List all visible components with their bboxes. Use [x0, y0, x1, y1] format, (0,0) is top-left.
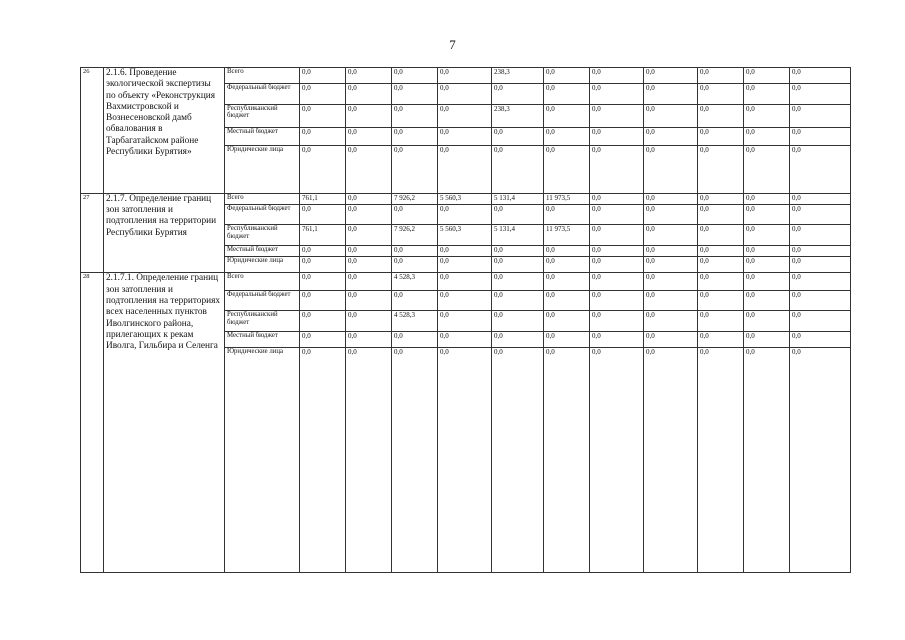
- value-cell: 0,0: [790, 257, 851, 273]
- value-cell: 0,0: [698, 331, 744, 347]
- value-cell: 0,0: [790, 290, 851, 310]
- value-cell: 0,0: [644, 193, 698, 204]
- value-cell: 0,0: [544, 128, 590, 145]
- funding-source: Республиканский бюджет: [225, 311, 300, 331]
- budget-table: [80, 67, 851, 573]
- value-cell: 0,0: [590, 273, 644, 290]
- value-cell: 0,0: [300, 204, 346, 224]
- value-cell: 0,0: [644, 204, 698, 224]
- value-cell: 0,0: [644, 128, 698, 145]
- value-cell: 0,0: [698, 84, 744, 104]
- value-cell: 0,0: [300, 104, 346, 128]
- value-cell: 4 528,3: [392, 273, 438, 290]
- value-cell: 0,0: [790, 225, 851, 245]
- value-cell: 0,0: [744, 347, 790, 572]
- value-cell: 0,0: [744, 257, 790, 273]
- value-cell: 0,0: [744, 68, 790, 84]
- value-cell: 0,0: [590, 311, 644, 331]
- funding-source: Всего: [225, 68, 300, 84]
- value-cell: 11 973,5: [544, 193, 590, 204]
- value-cell: 238,3: [492, 104, 544, 128]
- value-cell: 0,0: [300, 245, 346, 256]
- value-cell: 0,0: [438, 245, 492, 256]
- value-cell: 0,0: [544, 347, 590, 572]
- table-row: [81, 193, 851, 204]
- value-cell: 0,0: [438, 273, 492, 290]
- value-cell: 0,0: [790, 104, 851, 128]
- value-cell: 0,0: [790, 273, 851, 290]
- value-cell: 0,0: [392, 245, 438, 256]
- value-cell: 5 560,3: [438, 225, 492, 245]
- value-cell: 0,0: [590, 193, 644, 204]
- value-cell: 0,0: [698, 347, 744, 572]
- funding-source: Юридические лица: [225, 145, 300, 193]
- value-cell: 0,0: [744, 331, 790, 347]
- value-cell: 0,0: [544, 84, 590, 104]
- value-cell: 5 131,4: [492, 225, 544, 245]
- value-cell: 0,0: [744, 128, 790, 145]
- value-cell: 0,0: [790, 204, 851, 224]
- value-cell: 5 560,3: [438, 193, 492, 204]
- value-cell: 0,0: [392, 204, 438, 224]
- value-cell: 0,0: [346, 193, 392, 204]
- value-cell: 0,0: [544, 311, 590, 331]
- value-cell: 0,0: [590, 347, 644, 572]
- value-cell: 761,1: [300, 225, 346, 245]
- value-cell: 11 973,5: [544, 225, 590, 245]
- funding-source: Федеральный бюджет: [225, 290, 300, 310]
- value-cell: 0,0: [644, 273, 698, 290]
- value-cell: 0,0: [744, 145, 790, 193]
- value-cell: 0,0: [644, 84, 698, 104]
- funding-source: Местный бюджет: [225, 245, 300, 256]
- value-cell: 0,0: [392, 331, 438, 347]
- value-cell: 0,0: [744, 104, 790, 128]
- value-cell: 0,0: [590, 225, 644, 245]
- value-cell: 0,0: [544, 104, 590, 128]
- value-cell: 0,0: [698, 104, 744, 128]
- value-cell: 0,0: [698, 245, 744, 256]
- value-cell: 0,0: [300, 257, 346, 273]
- value-cell: 0,0: [744, 245, 790, 256]
- value-cell: 0,0: [300, 290, 346, 310]
- value-cell: 0,0: [590, 145, 644, 193]
- row-number: 27: [81, 193, 104, 273]
- value-cell: 0,0: [438, 347, 492, 572]
- value-cell: 0,0: [544, 273, 590, 290]
- value-cell: 0,0: [790, 331, 851, 347]
- value-cell: 0,0: [492, 257, 544, 273]
- value-cell: 0,0: [300, 128, 346, 145]
- funding-source: Юридические лица: [225, 347, 300, 572]
- value-cell: 0,0: [790, 193, 851, 204]
- value-cell: 0,0: [698, 145, 744, 193]
- value-cell: 0,0: [544, 145, 590, 193]
- value-cell: 0,0: [590, 257, 644, 273]
- value-cell: 0,0: [790, 84, 851, 104]
- value-cell: 0,0: [492, 245, 544, 256]
- funding-source: Республиканский бюджет: [225, 104, 300, 128]
- value-cell: 0,0: [644, 257, 698, 273]
- value-cell: 7 926,2: [392, 193, 438, 204]
- value-cell: 0,0: [698, 204, 744, 224]
- value-cell: 0,0: [438, 68, 492, 84]
- value-cell: 0,0: [346, 225, 392, 245]
- value-cell: 0,0: [744, 193, 790, 204]
- value-cell: 0,0: [438, 84, 492, 104]
- measure-name: 2.1.7. Определение границ зон затопления и подтопления на территории Республики Бурятия: [104, 193, 225, 273]
- measure-name: 2.1.7.1. Определение границ зон затопления и подтопления на территориях всех населенных пунктов Иволгинского района, прилегающих к рекам Иволга, Гильбира и Селенга: [104, 273, 225, 573]
- funding-source: Местный бюджет: [225, 331, 300, 347]
- value-cell: 0,0: [744, 290, 790, 310]
- value-cell: 0,0: [492, 290, 544, 310]
- value-cell: 0,0: [438, 128, 492, 145]
- value-cell: 0,0: [698, 257, 744, 273]
- value-cell: 0,0: [590, 84, 644, 104]
- value-cell: 0,0: [392, 347, 438, 572]
- value-cell: 0,0: [438, 331, 492, 347]
- value-cell: 0,0: [346, 68, 392, 84]
- value-cell: 0,0: [590, 68, 644, 84]
- funding-source: Всего: [225, 273, 300, 290]
- value-cell: 0,0: [790, 68, 851, 84]
- value-cell: 0,0: [644, 347, 698, 572]
- value-cell: 0,0: [644, 145, 698, 193]
- value-cell: 0,0: [698, 225, 744, 245]
- funding-source: Федеральный бюджет: [225, 84, 300, 104]
- value-cell: 0,0: [346, 145, 392, 193]
- value-cell: 0,0: [590, 128, 644, 145]
- funding-source: Республиканский бюджет: [225, 225, 300, 245]
- value-cell: 0,0: [544, 245, 590, 256]
- value-cell: 0,0: [300, 84, 346, 104]
- value-cell: 0,0: [346, 273, 392, 290]
- value-cell: 0,0: [492, 347, 544, 572]
- funding-source: Юридические лица: [225, 257, 300, 273]
- value-cell: 0,0: [392, 104, 438, 128]
- page-number: 7: [449, 37, 456, 52]
- value-cell: 0,0: [790, 245, 851, 256]
- value-cell: 0,0: [392, 68, 438, 84]
- value-cell: 0,0: [590, 204, 644, 224]
- value-cell: 0,0: [300, 145, 346, 193]
- table-row: [81, 68, 851, 84]
- value-cell: 0,0: [438, 290, 492, 310]
- funding-source: Федеральный бюджет: [225, 204, 300, 224]
- value-cell: 0,0: [346, 128, 392, 145]
- value-cell: 0,0: [438, 104, 492, 128]
- value-cell: 0,0: [346, 204, 392, 224]
- value-cell: 0,0: [492, 128, 544, 145]
- value-cell: 0,0: [392, 290, 438, 310]
- value-cell: 0,0: [492, 273, 544, 290]
- value-cell: 0,0: [744, 84, 790, 104]
- value-cell: 0,0: [644, 68, 698, 84]
- value-cell: 0,0: [492, 331, 544, 347]
- value-cell: 0,0: [346, 347, 392, 572]
- value-cell: 0,0: [392, 257, 438, 273]
- value-cell: 0,0: [346, 257, 392, 273]
- value-cell: 0,0: [392, 84, 438, 104]
- value-cell: 0,0: [790, 311, 851, 331]
- value-cell: 0,0: [698, 273, 744, 290]
- value-cell: 0,0: [492, 204, 544, 224]
- value-cell: 0,0: [644, 104, 698, 128]
- value-cell: 0,0: [300, 347, 346, 572]
- value-cell: 0,0: [438, 311, 492, 331]
- value-cell: 0,0: [544, 204, 590, 224]
- value-cell: 5 131,4: [492, 193, 544, 204]
- value-cell: 0,0: [438, 257, 492, 273]
- value-cell: 0,0: [346, 290, 392, 310]
- value-cell: 0,0: [438, 145, 492, 193]
- value-cell: 4 528,3: [392, 311, 438, 331]
- value-cell: 0,0: [698, 193, 744, 204]
- value-cell: 761,1: [300, 193, 346, 204]
- value-cell: 0,0: [744, 273, 790, 290]
- value-cell: 0,0: [346, 331, 392, 347]
- value-cell: 0,0: [544, 68, 590, 84]
- value-cell: 0,0: [590, 104, 644, 128]
- value-cell: 0,0: [300, 311, 346, 331]
- value-cell: 0,0: [698, 311, 744, 331]
- table-row: [81, 273, 851, 290]
- value-cell: 0,0: [644, 245, 698, 256]
- value-cell: 0,0: [392, 128, 438, 145]
- value-cell: 0,0: [346, 84, 392, 104]
- value-cell: 0,0: [590, 290, 644, 310]
- value-cell: 0,0: [300, 273, 346, 290]
- value-cell: 0,0: [744, 204, 790, 224]
- row-number: 28: [81, 273, 104, 573]
- value-cell: 0,0: [644, 331, 698, 347]
- value-cell: 0,0: [698, 128, 744, 145]
- value-cell: 0,0: [744, 225, 790, 245]
- value-cell: 0,0: [644, 290, 698, 310]
- value-cell: 0,0: [438, 204, 492, 224]
- value-cell: 0,0: [544, 331, 590, 347]
- value-cell: 0,0: [300, 68, 346, 84]
- value-cell: 0,0: [790, 347, 851, 572]
- value-cell: 0,0: [492, 145, 544, 193]
- value-cell: 0,0: [492, 84, 544, 104]
- measure-name: 2.1.6. Проведение экологической экспертизы по объекту «Реконструкция Вахмистровской и Вознесеновской дамб обвалования в Тарбагатайском районе Республики Бурятия»: [104, 68, 225, 194]
- value-cell: 0,0: [300, 331, 346, 347]
- value-cell: 7 926,2: [392, 225, 438, 245]
- value-cell: 0,0: [346, 104, 392, 128]
- value-cell: 0,0: [790, 128, 851, 145]
- value-cell: 0,0: [790, 145, 851, 193]
- value-cell: 0,0: [644, 311, 698, 331]
- value-cell: 0,0: [346, 311, 392, 331]
- funding-source: Всего: [225, 193, 300, 204]
- value-cell: 0,0: [590, 331, 644, 347]
- value-cell: 0,0: [492, 311, 544, 331]
- value-cell: 0,0: [744, 311, 790, 331]
- value-cell: 0,0: [644, 225, 698, 245]
- value-cell: 0,0: [544, 257, 590, 273]
- value-cell: 0,0: [544, 290, 590, 310]
- row-number: 26: [81, 68, 104, 194]
- value-cell: 0,0: [392, 145, 438, 193]
- value-cell: 0,0: [698, 68, 744, 84]
- value-cell: 238,3: [492, 68, 544, 84]
- value-cell: 0,0: [698, 290, 744, 310]
- value-cell: 0,0: [590, 245, 644, 256]
- funding-source: Местный бюджет: [225, 128, 300, 145]
- value-cell: 0,0: [346, 245, 392, 256]
